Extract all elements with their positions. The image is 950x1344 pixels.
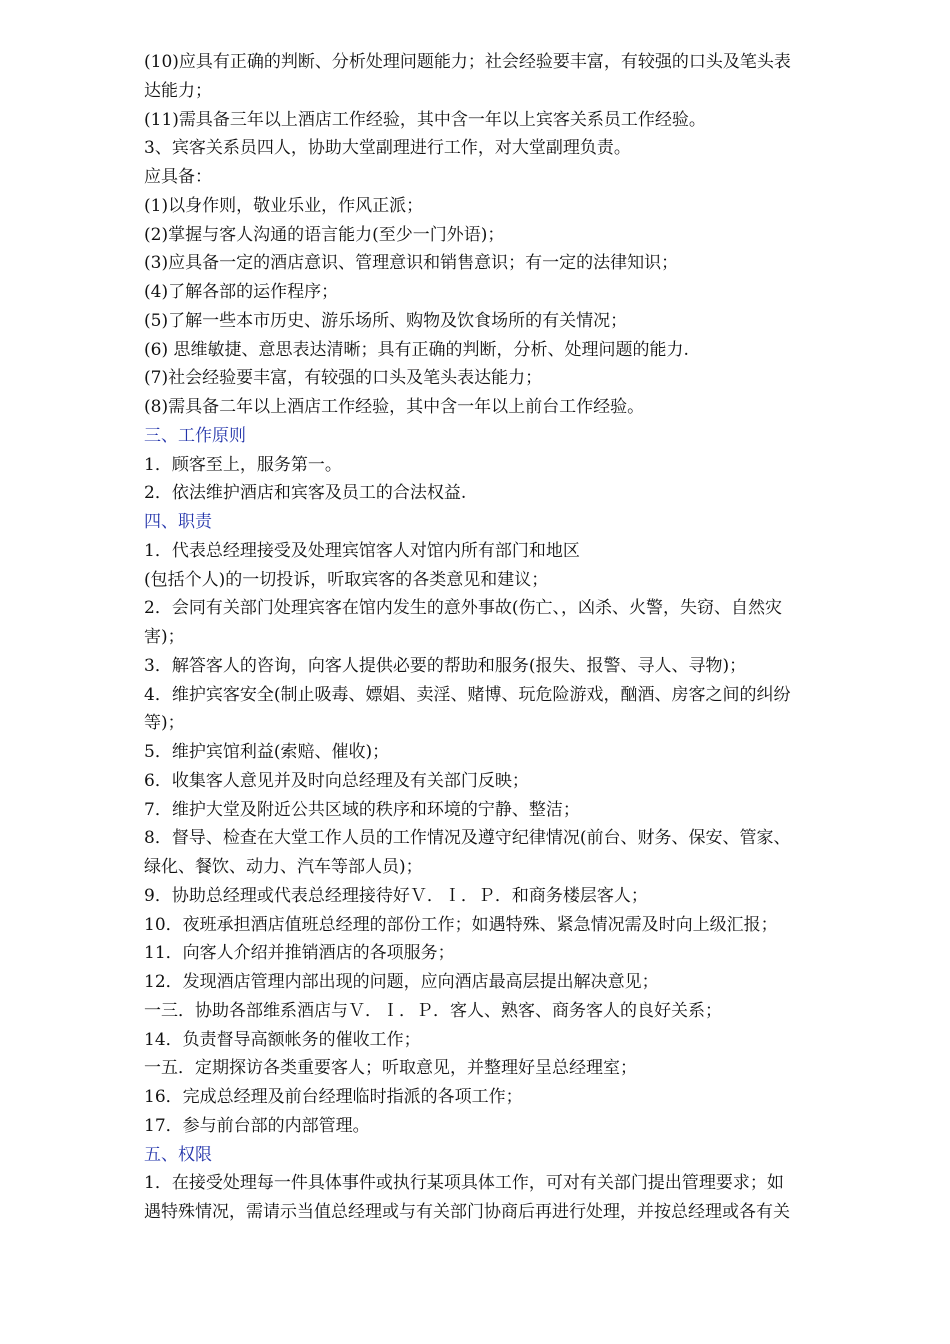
text-line: (包括个人)的一切投诉，听取宾客的各类意见和建议； [144, 569, 549, 590]
text-line: (4)了解各部的运作程序； [144, 282, 339, 302]
text-line: 14．负责督导高额帐务的催收工作； [144, 1029, 421, 1050]
text-line: 16．完成总经理及前台经理临时指派的各项工作； [144, 1087, 523, 1107]
text-line: 4．维护宾客安全(制止吸毒、嫖娼、卖淫、赌博、玩危险游戏，酗酒、房客之间的纠纷 [144, 684, 791, 705]
text-line: 1．在接受处理每一件具体事件或执行某项具体工作，可对有关部门提出管理要求；如 [144, 1173, 784, 1194]
text-line: 7．维护大堂及附近公共区域的秩序和环境的宁静、整洁； [144, 799, 580, 820]
text-line: 2．依法维护酒店和宾客及员工的合法权益. [144, 483, 467, 504]
text-line: (6) 思维敏捷、意思表达清晰；具有正确的判断，分析、处理问题的能力. [144, 339, 689, 360]
text-line: (7)社会经验要丰富，有较强的口头及笔头表达能力； [144, 368, 543, 389]
text-line: 应具备： [144, 167, 212, 187]
text-line: 8．督导、检查在大堂工作人员的工作情况及遵守纪律情况(前台、财务、保安、管家、 [144, 828, 791, 849]
text-line: (8)需具备二年以上酒店工作经验，其中含一年以上前台工作经验。 [144, 397, 645, 417]
text-line: 2．会同有关部门处理宾客在馆内发生的意外事故(伤亡、，凶杀、火警，失窃、自然灾 [144, 598, 782, 619]
text-line: 3、宾客关系员四人，协助大堂副理进行工作，对大堂副理负责。 [144, 138, 631, 159]
text-line: 12．发现酒店管理内部出现的问题，应向酒店最高层提出解决意见； [144, 972, 659, 992]
text-line: 9．协助总经理或代表总经理接待好Ｖ．Ｉ．Ｐ．和商务楼层客人； [144, 885, 648, 906]
text-line: 3．解答客人的咨询，向客人提供必要的帮助和服务(报失、报警、寻人、寻物)； [144, 655, 747, 676]
text-line: (3)应具备一定的酒店意识、管理意识和销售意识；有一定的法律知识； [144, 253, 679, 274]
text-line: (11)需具备三年以上酒店工作经验，其中含一年以上宾客关系员工作经验。 [144, 109, 706, 130]
text-line: 害)； [144, 627, 185, 647]
text-line: 达能力； [144, 80, 212, 101]
text-line: (10)应具有正确的判断、分析处理问题能力；社会经验要丰富，有较强的口头及笔头表 [144, 52, 791, 72]
text-line: 1．顾客至上，服务第一。 [144, 454, 342, 475]
text-line: (2)掌握与客人沟通的语言能力(至少一门外语)； [144, 224, 505, 245]
text-line: 遇特殊情况，需请示当值总经理或与有关部门协商后再进行处理，并按总经理或各有关 [144, 1202, 790, 1222]
text-line: 绿化、餐饮、动力、汽车等部人员)； [144, 857, 423, 877]
text-line: (5)了解一些本市历史、游乐场所、购物及饮食场所的有关情况； [144, 310, 628, 331]
text-line: (1)以身作则，敬业乐业，作风正派； [144, 195, 424, 216]
text-line: 等)； [144, 713, 185, 734]
text-line: 一五．定期探访各类重要客人；听取意见，并整理好呈总经理室； [144, 1058, 637, 1079]
text-line: 6．收集客人意见并及时向总经理及有关部门反映； [144, 770, 529, 791]
section-heading: 五、权限 [144, 1144, 212, 1165]
text-line: 5．维护宾馆利益(索赔、催收)； [144, 742, 390, 762]
section-heading: 三、工作原则 [144, 425, 246, 446]
text-line: 10．夜班承担酒店值班总经理的部份工作；如遇特殊、紧急情况需及时向上级汇报； [144, 914, 778, 935]
document-body [144, 48, 879, 1227]
text-line: 一三．协助各部维系酒店与Ｖ．Ｉ．Ｐ．客人、熟客、商务客人的良好关系； [144, 1000, 722, 1021]
text-line: 17．参与前台部的内部管理。 [144, 1115, 370, 1136]
text-line: 1．代表总经理接受及处理宾馆客人对馆内所有部门和地区 [144, 540, 580, 561]
text-line: 11．向客人介绍并推销酒店的各项服务； [144, 943, 455, 964]
section-heading: 四、职责 [144, 512, 212, 532]
